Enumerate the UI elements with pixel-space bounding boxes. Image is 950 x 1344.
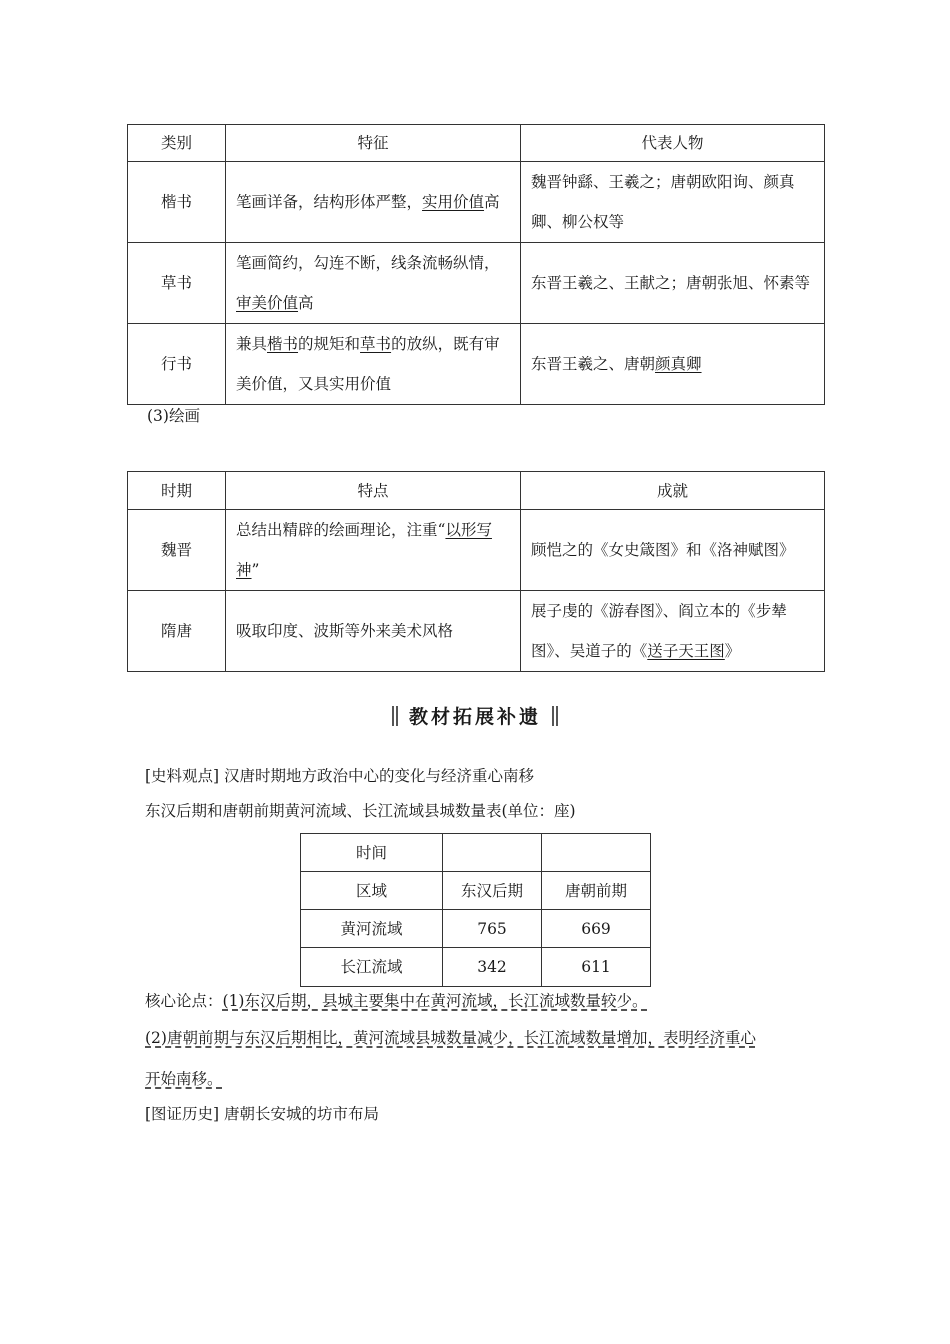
underlined-term: 审美价值 bbox=[236, 294, 299, 312]
feature-cell bbox=[226, 324, 521, 405]
underlined-term: 以形写神 bbox=[236, 521, 492, 579]
banner-title: 教材拓展补遗 bbox=[408, 706, 541, 728]
painting-label: (3)绘画 bbox=[147, 407, 200, 425]
people-cell: 魏晋钟繇、王羲之；唐朝欧阳询、颜真卿、柳公权等 bbox=[521, 162, 825, 243]
feature-text: 高 bbox=[298, 294, 314, 312]
banner-bar-right bbox=[552, 706, 554, 726]
underlined-term: 颜真卿 bbox=[655, 355, 702, 373]
feature-text: 兼具 bbox=[236, 335, 268, 353]
underlined-term: 楷书 bbox=[267, 335, 299, 353]
table-row bbox=[301, 910, 651, 948]
period-cell: 隋唐 bbox=[128, 591, 226, 672]
feature-text: 笔画详备，结构形体严整， bbox=[236, 193, 423, 211]
source-viewpoint-title: 汉唐时期地方政治中心的变化与经济重心南移 bbox=[224, 767, 535, 785]
table-row bbox=[128, 162, 825, 243]
table-row bbox=[128, 243, 825, 324]
people-text: 东晋王羲之、唐朝 bbox=[531, 355, 656, 373]
feature-cell bbox=[226, 243, 521, 324]
value-cell: 611 bbox=[542, 948, 651, 987]
empty-cell bbox=[443, 834, 542, 872]
painting-table bbox=[127, 471, 825, 672]
table-header-row bbox=[301, 872, 651, 910]
feature-text: 的规矩和 bbox=[298, 335, 361, 353]
core-argument-2: (2)唐朝前期与东汉后期相比，黄河流域县城数量减少，长江流域数量增加，表明经济重心 bbox=[145, 1029, 756, 1047]
table-row bbox=[301, 948, 651, 987]
empty-cell bbox=[542, 834, 651, 872]
corner-bottom: 区域 bbox=[301, 872, 443, 910]
banner-bar-left bbox=[392, 706, 394, 726]
table-header-row bbox=[128, 125, 825, 162]
table-row bbox=[128, 591, 825, 672]
underlined-term: 草书 bbox=[360, 335, 392, 353]
table-caption: 东汉后期和唐朝前期黄河流域、长江流域县城数量表(单位：座) bbox=[145, 802, 576, 820]
table-header-row bbox=[128, 472, 825, 510]
table-row bbox=[128, 510, 825, 591]
header-cell: 类别 bbox=[128, 125, 226, 162]
header-cell: 成就 bbox=[521, 472, 825, 510]
achievement-cell bbox=[521, 591, 825, 672]
people-cell: 东晋王羲之、王献之；唐朝张旭、怀素等 bbox=[521, 243, 825, 324]
core-argument-2-cont: 开始南移。 bbox=[145, 1070, 223, 1088]
value-cell: 765 bbox=[443, 910, 542, 948]
header-cell: 特点 bbox=[226, 472, 521, 510]
banner-bar-left bbox=[396, 706, 398, 726]
banner-bar-right bbox=[556, 706, 558, 726]
type-cell: 楷书 bbox=[128, 162, 226, 243]
type-cell: 行书 bbox=[128, 324, 226, 405]
underlined-term: 送子天王图 bbox=[647, 642, 725, 660]
calligraphy-table bbox=[127, 124, 825, 405]
feature-text: ” bbox=[251, 561, 260, 579]
people-cell bbox=[521, 324, 825, 405]
feature-text: 笔画简约，勾连不断，线条流畅纵情， bbox=[236, 254, 500, 272]
table-row bbox=[301, 834, 651, 872]
feature-text: 的放纵，既有审美价值，又具实用价值 bbox=[236, 335, 500, 393]
period-cell: 魏晋 bbox=[128, 510, 226, 591]
achievement-text: 展子虔的《游春图》、阎立本的《步辇图》、吴道子的《 bbox=[531, 602, 787, 660]
image-evidence-title: 唐朝长安城的坊市布局 bbox=[224, 1105, 380, 1123]
header-cell: 唐朝前期 bbox=[542, 872, 651, 910]
feature-cell: 吸取印度、波斯等外来美术风格 bbox=[226, 591, 521, 672]
header-cell: 特征 bbox=[226, 125, 521, 162]
header-cell: 时期 bbox=[128, 472, 226, 510]
feature-text: 总结出精辟的绘画理论，注重“ bbox=[236, 521, 446, 539]
header-cell: 东汉后期 bbox=[443, 872, 542, 910]
value-cell: 342 bbox=[443, 948, 542, 987]
section-banner bbox=[0, 702, 950, 729]
core-label: 核心论点： bbox=[145, 992, 223, 1010]
table-row bbox=[128, 324, 825, 405]
feature-cell bbox=[226, 510, 521, 591]
type-cell: 草书 bbox=[128, 243, 226, 324]
header-cell: 代表人物 bbox=[521, 125, 825, 162]
core-point-1: (1)东汉后期，县城主要集中在黄河流域，长江流域数量较少。 bbox=[222, 992, 648, 1010]
county-table bbox=[300, 833, 651, 987]
achievement-text: 》 bbox=[724, 642, 741, 660]
underlined-term: 实用价值 bbox=[422, 193, 485, 211]
feature-cell bbox=[226, 162, 521, 243]
region-cell: 长江流域 bbox=[301, 948, 443, 987]
core-argument-1 bbox=[145, 989, 647, 1011]
source-viewpoint-label: [史料观点] bbox=[145, 767, 220, 785]
achievement-cell: 顾恺之的《女史箴图》和《洛神赋图》 bbox=[521, 510, 825, 591]
image-evidence-label: [图证历史] bbox=[145, 1105, 220, 1123]
value-cell: 669 bbox=[542, 910, 651, 948]
region-cell: 黄河流域 bbox=[301, 910, 443, 948]
corner-top: 时间 bbox=[301, 834, 443, 872]
source-viewpoint-heading bbox=[145, 764, 534, 786]
image-evidence-heading bbox=[145, 1102, 379, 1124]
feature-text: 高 bbox=[484, 193, 500, 211]
